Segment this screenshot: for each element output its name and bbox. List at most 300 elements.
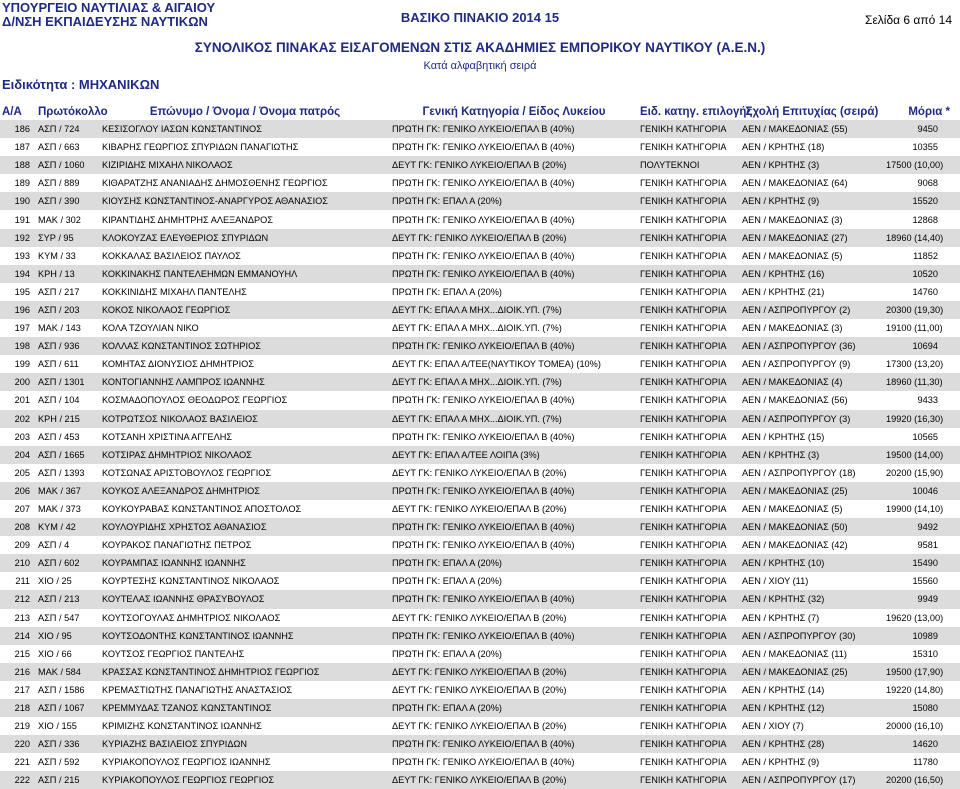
school-cell: ΑΕΝ / ΑΣΠΡΟΠΥΡΓΟΥ (36) [742,341,856,352]
col-header-points: Μόρια * [908,106,950,118]
row-number: 221 [14,757,30,768]
table-row [0,337,960,355]
protocol-cell: ΑΣΠ / 4 [38,540,70,551]
school-cell: ΑΕΝ / ΜΑΚΕΔΟΝΙΑΣ (27) [742,232,848,243]
school-cell: ΑΕΝ / ΜΑΚΕΔΟΝΙΑΣ (56) [742,395,848,406]
points-cell: 14760 [912,286,938,297]
points-cell: 10046 [912,485,938,496]
table-row [0,482,960,500]
school-cell: ΑΕΝ / ΚΡΗΤΗΣ (14) [742,684,825,695]
row-number: 208 [14,522,30,533]
row-number: 202 [14,413,30,424]
name-cell: ΚΟΥΤΕΛΑΣ ΙΩΑΝΝΗΣ ΘΡΑΣΥΒΟΥΛΟΣ [102,594,265,605]
table-row [0,717,960,735]
table-row [0,554,960,572]
table-row [0,210,960,228]
name-cell: ΚΟΛΑ ΤΖΟΥΛΙΑΝ ΝΙΚΟ [102,323,199,334]
row-number: 200 [14,377,30,388]
protocol-cell: ΜΑΚ / 302 [38,214,81,225]
category-cell: ΠΡΩΤΗ ΓΚ: ΕΠΑΛ Α (20%) [392,576,502,587]
school-cell: ΑΕΝ / ΑΣΠΡΟΠΥΡΓΟΥ (3) [742,413,851,424]
table-row [0,283,960,301]
school-cell: ΑΕΝ / ΚΡΗΤΗΣ (21) [742,286,825,297]
points-cell: 19220 (14,80) [886,684,944,695]
category-cell: ΔΕΥΤ ΓΚ: ΓΕΝΙΚΟ ΛΥΚΕΙΟ/ΕΠΑΛ Β (20%) [392,467,567,478]
protocol-cell: ΚΥΜ / 33 [38,250,76,261]
row-number: 206 [14,485,30,496]
points-cell: 15310 [912,648,938,659]
points-cell: 17500 (10,00) [886,160,944,171]
protocol-cell: ΚΡΗ / 215 [38,413,80,424]
row-number: 186 [14,124,30,135]
category-cell: ΠΡΩΤΗ ΓΚ: ΓΕΝΙΚΟ ΛΥΚΕΙΟ/ΕΠΑΛ Β (40%) [392,341,575,352]
page-number: Σελίδα 6 από 14 [865,13,952,27]
special-category-cell: ΓΕΝΙΚΗ ΚΑΤΗΓΟΡΙΑ [640,250,727,261]
category-cell: ΠΡΩΤΗ ΓΚ: ΓΕΝΙΚΟ ΛΥΚΕΙΟ/ΕΠΑΛ Β (40%) [392,431,575,442]
row-number: 203 [14,431,30,442]
name-cell: ΚΟΚΟΣ ΝΙΚΟΛΑΟΣ ΓΕΩΡΓΙΟΣ [102,304,231,315]
points-cell: 15520 [912,196,938,207]
name-cell: ΚΙΘΑΡΑΤΖΗΣ ΑΝΑΝΙΑΔΗΣ ΔΗΜΟΣΘΕΝΗΣ ΓΕΩΡΓΙΟΣ [102,178,328,189]
name-cell: ΚΡΙΜΙΖΗΣ ΚΩΝΣΤΑΝΤΙΝΟΣ ΙΩΑΝΝΗΣ [102,721,262,732]
protocol-cell: ΑΣΠ / 547 [38,612,80,623]
category-cell: ΠΡΩΤΗ ΓΚ: ΓΕΝΙΚΟ ΛΥΚΕΙΟ/ΕΠΑΛ Β (40%) [392,540,575,551]
table-row [0,247,960,265]
row-number: 193 [14,250,30,261]
category-cell: ΔΕΥΤ ΓΚ: ΕΠΑΛ Α/ΤΕΕ ΛΟΙΠΑ (3%) [392,449,540,460]
name-cell: ΚΟΤΡΩΤΣΟΣ ΝΙΚΟΛΑΟΣ ΒΑΣΙΛΕΙΟΣ [102,413,258,424]
row-number: 191 [14,214,30,225]
special-category-cell: ΓΕΝΙΚΗ ΚΑΤΗΓΟΡΙΑ [640,684,727,695]
special-category-cell: ΓΕΝΙΚΗ ΚΑΤΗΓΟΡΙΑ [640,142,727,153]
school-cell: ΑΕΝ / ΚΡΗΤΗΣ (9) [742,757,820,768]
protocol-cell: ΑΣΠ / 213 [38,594,80,605]
protocol-cell: ΜΑΚ / 143 [38,323,81,334]
category-cell: ΠΡΩΤΗ ΓΚ: ΓΕΝΙΚΟ ΛΥΚΕΙΟ/ΕΠΑΛ Β (40%) [392,757,575,768]
name-cell: ΚΛΟΚΟΥΖΑΣ ΕΛΕΥΘΕΡΙΟΣ ΣΠΥΡΙΔΩΝ [102,232,269,243]
name-cell: ΚΥΡΙΑΖΗΣ ΒΑΣΙΛΕΙΟΣ ΣΠΥΡΙΔΩΝ [102,739,247,750]
school-cell: ΑΕΝ / ΜΑΚΕΔΟΝΙΑΣ (25) [742,666,848,677]
table-row [0,609,960,627]
special-category-cell: ΓΕΝΙΚΗ ΚΑΤΗΓΟΡΙΑ [640,232,727,243]
ministry-name: ΥΠΟΥΡΓΕΙΟ ΝΑΥΤΙΛΙΑΣ & ΑΙΓΑΙΟΥ [2,0,216,15]
protocol-cell: ΑΣΠ / 1067 [38,703,85,714]
protocol-cell: ΑΣΠ / 936 [38,341,80,352]
special-category-cell: ΓΕΝΙΚΗ ΚΑΤΗΓΟΡΙΑ [640,431,727,442]
school-cell: ΑΕΝ / ΜΑΚΕΔΟΝΙΑΣ (3) [742,323,843,334]
special-category-cell: ΓΕΝΙΚΗ ΚΑΤΗΓΟΡΙΑ [640,775,727,786]
row-number: 222 [14,775,30,786]
name-cell: ΚΟΥΡΑΚΟΣ ΠΑΝΑΓΙΩΤΗΣ ΠΕΤΡΟΣ [102,540,252,551]
school-cell: ΑΕΝ / ΚΡΗΤΗΣ (9) [742,196,820,207]
category-cell: ΠΡΩΤΗ ΓΚ: ΓΕΝΙΚΟ ΛΥΚΕΙΟ/ΕΠΑΛ Β (40%) [392,522,575,533]
col-header-category: Γενική Κατηγορία / Είδος Λυκείου [422,106,606,118]
special-category-cell: ΓΕΝΙΚΗ ΚΑΤΗΓΟΡΙΑ [640,630,727,641]
col-header-protocol: Πρωτόκολλο [38,106,108,118]
school-cell: ΑΕΝ / ΧΙΟΥ (7) [742,721,804,732]
school-cell: ΑΕΝ / ΚΡΗΤΗΣ (3) [742,449,820,460]
row-number: 209 [14,540,30,551]
points-cell: 14620 [912,739,938,750]
category-cell: ΔΕΥΤ ΓΚ: ΕΠΑΛ Α ΜΗΧ...ΔΙΟΙΚ.ΥΠ. (7%) [392,304,562,315]
row-number: 192 [14,232,30,243]
school-cell: ΑΕΝ / ΚΡΗΤΗΣ (10) [742,558,825,569]
name-cell: ΚΥΡΙΑΚΟΠΟΥΛΟΣ ΓΕΩΡΓΙΟΣ ΓΕΩΡΓΙΟΣ [102,775,275,786]
points-cell: 19900 (14,10) [886,504,944,515]
school-cell: ΑΕΝ / ΜΑΚΕΔΟΝΙΑΣ (55) [742,124,848,135]
special-category-cell: ΓΕΝΙΚΗ ΚΑΤΗΓΟΡΙΑ [640,467,727,478]
protocol-cell: ΑΣΠ / 889 [38,178,80,189]
points-cell: 19500 (14,00) [886,449,944,460]
points-cell: 20300 (19,30) [886,304,944,315]
points-cell: 20000 (16,10) [886,721,944,732]
category-cell: ΔΕΥΤ ΓΚ: ΕΠΑΛ Α ΜΗΧ...ΔΙΟΙΚ.ΥΠ. (7%) [392,377,562,388]
category-cell: ΠΡΩΤΗ ΓΚ: ΕΠΑΛ Α (20%) [392,558,502,569]
special-category-cell: ΓΕΝΙΚΗ ΚΑΤΗΓΟΡΙΑ [640,757,727,768]
points-cell: 17300 (13,20) [886,359,944,370]
special-category-cell: ΓΕΝΙΚΗ ΚΑΤΗΓΟΡΙΑ [640,522,727,533]
row-number: 214 [14,630,30,641]
table-row [0,699,960,717]
special-category-cell: ΓΕΝΙΚΗ ΚΑΤΗΓΟΡΙΑ [640,739,727,750]
protocol-cell: ΜΑΚ / 373 [38,504,81,515]
name-cell: ΚΟΥΤΣΟΔΟΝΤΗΣ ΚΩΝΣΤΑΝΤΙΝΟΣ ΙΩΑΝΝΗΣ [102,630,294,641]
points-cell: 9433 [917,395,938,406]
category-cell: ΠΡΩΤΗ ΓΚ: ΕΠΑΛ Α (20%) [392,286,502,297]
special-category-cell: ΓΕΝΙΚΗ ΚΑΤΗΓΟΡΙΑ [640,323,727,334]
table-row [0,681,960,699]
school-cell: ΑΕΝ / ΚΡΗΤΗΣ (18) [742,142,825,153]
table-row [0,753,960,771]
school-cell: ΑΕΝ / ΜΑΚΕΔΟΝΙΑΣ (11) [742,648,847,659]
protocol-cell: ΑΣΠ / 217 [38,286,80,297]
category-cell: ΔΕΥΤ ΓΚ: ΓΕΝΙΚΟ ΛΥΚΕΙΟ/ΕΠΑΛ Β (20%) [392,232,567,243]
points-cell: 19100 (11,00) [886,323,943,334]
points-cell: 20200 (15,90) [886,467,944,478]
table-row [0,771,960,789]
table-row [0,355,960,373]
table-row [0,301,960,319]
row-number: 210 [14,558,30,569]
points-cell: 9492 [917,522,938,533]
table-row [0,663,960,681]
table-row [0,174,960,192]
table-row [0,156,960,174]
protocol-cell: ΑΣΠ / 592 [38,757,80,768]
special-category-cell: ΠΟΛΥΤΕΚΝΟΙ [640,160,700,171]
table-row [0,627,960,645]
protocol-cell: ΑΣΠ / 724 [38,124,80,135]
category-cell: ΔΕΥΤ ΓΚ: ΕΠΑΛ Α ΜΗΧ...ΔΙΟΙΚ.ΥΠ. (7%) [392,323,562,334]
row-number: 205 [14,467,30,478]
base-table-label: ΒΑΣΙΚΟ ΠΙΝΑΚΙΟ 2014 15 [400,10,560,25]
special-category-cell: ΓΕΝΙΚΗ ΚΑΤΗΓΟΡΙΑ [640,359,727,370]
table-row [0,590,960,608]
special-category-cell: ΓΕΝΙΚΗ ΚΑΤΗΓΟΡΙΑ [640,485,727,496]
school-cell: ΑΕΝ / ΜΑΚΕΔΟΝΙΑΣ (5) [742,504,843,515]
school-cell: ΑΕΝ / ΑΣΠΡΟΠΥΡΓΟΥ (9) [742,359,851,370]
table-row [0,410,960,428]
school-cell: ΑΕΝ / ΜΑΚΕΔΟΝΙΑΣ (5) [742,250,843,261]
row-number: 217 [14,684,30,695]
table-row [0,735,960,753]
protocol-cell: ΑΣΠ / 203 [38,304,80,315]
page-subtitle: Κατά αλφαβητική σειρά [423,60,537,72]
points-cell: 9450 [917,124,938,135]
row-number: 190 [14,196,30,207]
points-cell: 9581 [917,540,938,551]
points-cell: 19620 (13,00) [886,612,944,623]
category-cell: ΔΕΥΤ ΓΚ: ΓΕΝΙΚΟ ΛΥΚΕΙΟ/ΕΠΑΛ Β (20%) [392,160,567,171]
table-row [0,373,960,391]
specialty-label: Ειδικότητα : ΜΗΧΑΝΙΚΩΝ [2,77,160,92]
special-category-cell: ΓΕΝΙΚΗ ΚΑΤΗΓΟΡΙΑ [640,395,727,406]
special-category-cell: ΓΕΝΙΚΗ ΚΑΤΗΓΟΡΙΑ [640,612,727,623]
special-category-cell: ΓΕΝΙΚΗ ΚΑΤΗΓΟΡΙΑ [640,214,727,225]
category-cell: ΠΡΩΤΗ ΓΚ: ΓΕΝΙΚΟ ΛΥΚΕΙΟ/ΕΠΑΛ Β (40%) [392,268,575,279]
name-cell: ΚΙΟΥΣΗΣ ΚΩΝΣΤΑΝΤΙΝΟΣ-ΑΝΑΡΓΥΡΟΣ ΑΘΑΝΑΣΙΟΣ [102,196,328,207]
protocol-cell: ΑΣΠ / 390 [38,196,80,207]
school-cell: ΑΕΝ / ΚΡΗΤΗΣ (16) [742,268,825,279]
page-title: ΣΥΝΟΛΙΚΟΣ ΠΙΝΑΚΑΣ ΕΙΣΑΓΟΜΕΝΩΝ ΣΤΙΣ ΑΚΑΔΗΜΙΕΣ ΕΜΠΟΡΙΚΟΥ ΝΑΥΤΙΚΟΥ (Α.Ε.Ν.) [194,40,766,55]
name-cell: ΚΟΥΤΣΟΓΟΥΛΑΣ ΔΗΜΗΤΡΙΟΣ ΝΙΚΟΛΑΟΣ [102,612,281,623]
protocol-cell: ΑΣΠ / 611 [38,359,79,370]
name-cell: ΚΟΛΛΑΣ ΚΩΝΣΤΑΝΤΙΝΟΣ ΣΩΤΗΡΙΟΣ [102,341,261,352]
protocol-cell: ΑΣΠ / 336 [38,739,80,750]
name-cell: ΚΟΚΚΑΛΑΣ ΒΑΣΙΛΕΙΟΣ ΠΑΥΛΟΣ [102,250,241,261]
special-category-cell: ΓΕΝΙΚΗ ΚΑΤΗΓΟΡΙΑ [640,377,727,388]
name-cell: ΚΟΣΜΑΔΟΠΟΥΛΟΣ ΘΕΟΔΩΡΟΣ ΓΕΩΡΓΙΟΣ [102,395,288,406]
row-number: 197 [14,323,30,334]
points-cell: 9949 [917,594,938,605]
special-category-cell: ΓΕΝΙΚΗ ΚΑΤΗΓΟΡΙΑ [640,304,727,315]
row-number: 213 [14,612,30,623]
points-cell: 10355 [912,142,938,153]
category-cell: ΠΡΩΤΗ ΓΚ: ΓΕΝΙΚΟ ΛΥΚΕΙΟ/ΕΠΑΛ Β (40%) [392,142,575,153]
points-cell: 18960 (14,40) [886,232,944,243]
protocol-cell: ΑΣΠ / 663 [38,142,80,153]
protocol-cell: ΜΑΚ / 367 [38,485,81,496]
special-category-cell: ΓΕΝΙΚΗ ΚΑΤΗΓΟΡΙΑ [640,178,727,189]
special-category-cell: ΓΕΝΙΚΗ ΚΑΤΗΓΟΡΙΑ [640,576,727,587]
table-row [0,428,960,446]
directorate-name: Δ/ΝΣΗ ΕΚΠΑΙΔΕΥΣΗΣ ΝΑΥΤΙΚΩΝ [2,14,208,29]
category-cell: ΠΡΩΤΗ ΓΚ: ΓΕΝΙΚΟ ΛΥΚΕΙΟ/ΕΠΑΛ Β (40%) [392,739,575,750]
school-cell: ΑΕΝ / ΚΡΗΤΗΣ (3) [742,160,820,171]
table-row [0,500,960,518]
special-category-cell: ΓΕΝΙΚΗ ΚΑΤΗΓΟΡΙΑ [640,540,727,551]
points-cell: 10989 [912,630,938,641]
protocol-cell: ΑΣΠ / 1393 [38,467,85,478]
category-cell: ΠΡΩΤΗ ΓΚ: ΓΕΝΙΚΟ ΛΥΚΕΙΟ/ΕΠΑΛ Β (40%) [392,630,575,641]
table-row [0,645,960,663]
protocol-cell: ΑΣΠ / 602 [38,558,80,569]
table-row [0,464,960,482]
table-row [0,229,960,247]
row-number: 207 [14,504,30,515]
protocol-cell: ΑΣΠ / 1665 [38,449,85,460]
special-category-cell: ΓΕΝΙΚΗ ΚΑΤΗΓΟΡΙΑ [640,196,727,207]
protocol-cell: ΑΣΠ / 215 [38,775,80,786]
row-number: 212 [14,594,30,605]
protocol-cell: ΜΑΚ / 584 [38,666,81,677]
table-row [0,446,960,464]
school-cell: ΑΕΝ / ΜΑΚΕΔΟΝΙΑΣ (50) [742,522,848,533]
category-cell: ΔΕΥΤ ΓΚ: ΓΕΝΙΚΟ ΛΥΚΕΙΟ/ΕΠΑΛ Β (20%) [392,684,567,695]
special-category-cell: ΓΕΝΙΚΗ ΚΑΤΗΓΟΡΙΑ [640,286,727,297]
name-cell: ΚΟΥΤΣΟΣ ΓΕΩΡΓΙΟΣ ΠΑΝΤΕΛΗΣ [102,648,245,659]
special-category-cell: ΓΕΝΙΚΗ ΚΑΤΗΓΟΡΙΑ [640,268,727,279]
name-cell: ΚΟΥΡΤΕΣΗΣ ΚΩΝΣΤΑΝΤΙΝΟΣ ΝΙΚΟΛΑΟΣ [102,576,280,587]
points-cell: 10520 [912,268,938,279]
row-number: 219 [14,721,30,732]
points-cell: 12868 [912,214,938,225]
points-cell: 10694 [912,341,938,352]
name-cell: ΚΟΥΡΑΜΠΑΣ ΙΩΑΝΝΗΣ ΙΩΑΝΝΗΣ [102,558,246,569]
category-cell: ΔΕΥΤ ΓΚ: ΓΕΝΙΚΟ ΛΥΚΕΙΟ/ΕΠΑΛ Β (20%) [392,666,567,677]
school-cell: ΑΕΝ / ΚΡΗΤΗΣ (15) [742,431,825,442]
table-row [0,518,960,536]
special-category-cell: ΓΕΝΙΚΗ ΚΑΤΗΓΟΡΙΑ [640,703,727,714]
table-body [0,120,960,789]
school-cell: ΑΕΝ / ΑΣΠΡΟΠΥΡΓΟΥ (17) [742,775,856,786]
name-cell: ΚΟΝΤΟΓΙΑΝΝΗΣ ΛΑΜΠΡΟΣ ΙΩΑΝΝΗΣ [102,377,265,388]
category-cell: ΠΡΩΤΗ ΓΚ: ΕΠΑΛ Α (20%) [392,648,502,659]
name-cell: ΚΡΕΜΑΣΤΙΩΤΗΣ ΠΑΝΑΓΙΩΤΗΣ ΑΝΑΣΤΑΣΙΟΣ [102,684,293,695]
row-number: 211 [15,576,30,587]
points-cell: 11780 [913,757,938,768]
row-number: 204 [14,449,30,460]
special-category-cell: ΓΕΝΙΚΗ ΚΑΤΗΓΟΡΙΑ [640,558,727,569]
name-cell: ΚΥΡΙΑΚΟΠΟΥΛΟΣ ΓΕΩΡΓΙΟΣ ΙΩΑΝΝΗΣ [102,757,271,768]
school-cell: ΑΕΝ / ΚΡΗΤΗΣ (12) [742,703,825,714]
special-category-cell: ΓΕΝΙΚΗ ΚΑΤΗΓΟΡΙΑ [640,666,727,677]
protocol-cell: ΧΙΟ / 155 [38,721,77,732]
row-number: 201 [14,395,30,406]
protocol-cell: ΑΣΠ / 1060 [38,160,85,171]
special-category-cell: ΓΕΝΙΚΗ ΚΑΤΗΓΟΡΙΑ [640,648,727,659]
row-number: 218 [14,703,30,714]
special-category-cell: ΓΕΝΙΚΗ ΚΑΤΗΓΟΡΙΑ [640,341,727,352]
row-number: 195 [14,286,30,297]
row-number: 199 [14,359,30,370]
table-row [0,391,960,409]
protocol-cell: ΑΣΠ / 453 [38,431,80,442]
name-cell: ΚΟΤΣΙΡΑΣ ΔΗΜΗΤΡΙΟΣ ΝΙΚΟΛΑΟΣ [102,449,252,460]
name-cell: ΚΟΚΚΙΝΙΔΗΣ ΜΙΧΑΗΛ ΠΑΝΤΕΛΗΣ [102,286,247,297]
protocol-cell: ΣΥΡ / 95 [38,232,74,243]
category-cell: ΠΡΩΤΗ ΓΚ: ΓΕΝΙΚΟ ΛΥΚΕΙΟ/ΕΠΑΛ Β (40%) [392,485,575,496]
points-cell: 15560 [912,576,938,587]
school-cell: ΑΕΝ / ΜΑΚΕΔΟΝΙΑΣ (42) [742,540,848,551]
school-cell: ΑΕΝ / ΚΡΗΤΗΣ (28) [742,739,825,750]
school-cell: ΑΕΝ / ΜΑΚΕΔΟΝΙΑΣ (64) [742,178,848,189]
category-cell: ΠΡΩΤΗ ΓΚ: ΓΕΝΙΚΟ ΛΥΚΕΙΟ/ΕΠΑΛ Β (40%) [392,214,575,225]
name-cell: ΚΟΚΚΙΝΑΚΗΣ ΠΑΝΤΕΛΕΗΜΩΝ ΕΜΜΑΝΟΥΗΛ [102,268,298,279]
protocol-cell: ΧΙΟ / 66 [38,648,72,659]
table-header-row [0,104,960,120]
category-cell: ΠΡΩΤΗ ΓΚ: ΓΕΝΙΚΟ ΛΥΚΕΙΟ/ΕΠΑΛ Β (40%) [392,594,575,605]
protocol-cell: ΧΙΟ / 25 [38,576,72,587]
category-cell: ΔΕΥΤ ΓΚ: ΓΕΝΙΚΟ ΛΥΚΕΙΟ/ΕΠΑΛ Β (20%) [392,504,567,515]
protocol-cell: ΚΡΗ / 13 [38,268,75,279]
row-number: 216 [14,666,30,677]
school-cell: ΑΕΝ / ΑΣΠΡΟΠΥΡΓΟΥ (18) [742,467,856,478]
col-header-school: Σχολή Επιτυχίας (σειρά) [745,106,879,118]
school-cell: ΑΕΝ / ΑΣΠΡΟΠΥΡΓΟΥ (30) [742,630,856,641]
category-cell: ΔΕΥΤ ΓΚ: ΕΠΑΛ Α/ΤΕΕ(ΝΑΥΤΙΚΟΥ ΤΟΜΕΑ) (10%) [392,359,601,370]
name-cell: ΚΟΤΣΑΝΗ ΧΡΙΣΤΙΝΑ ΑΓΓΕΛΗΣ [102,431,233,442]
table-row [0,319,960,337]
school-cell: ΑΕΝ / ΧΙΟΥ (11) [742,576,809,587]
points-cell: 9068 [917,178,938,189]
points-cell: 15080 [912,703,938,714]
points-cell: 19920 (16,30) [886,413,944,424]
points-cell: 15490 [912,558,938,569]
row-number: 189 [14,178,30,189]
category-cell: ΠΡΩΤΗ ΓΚ: ΓΕΝΙΚΟ ΛΥΚΕΙΟ/ΕΠΑΛ Β (40%) [392,395,575,406]
points-cell: 10565 [912,431,938,442]
school-cell: ΑΕΝ / ΜΑΚΕΔΟΝΙΑΣ (4) [742,377,843,388]
row-number: 187 [14,142,30,153]
school-cell: ΑΕΝ / ΜΑΚΕΔΟΝΙΑΣ (25) [742,485,848,496]
protocol-cell: ΑΣΠ / 1301 [38,377,85,388]
category-cell: ΔΕΥΤ ΓΚ: ΓΕΝΙΚΟ ΛΥΚΕΙΟ/ΕΠΑΛ Β (20%) [392,612,567,623]
row-number: 198 [14,341,30,352]
table-row [0,192,960,210]
name-cell: ΚΙΒΑΡΗΣ ΓΕΩΡΓΙΟΣ ΣΠΥΡΙΔΩΝ ΠΑΝΑΓΙΩΤΗΣ [102,142,299,153]
category-cell: ΔΕΥΤ ΓΚ: ΓΕΝΙΚΟ ΛΥΚΕΙΟ/ΕΠΑΛ Β (20%) [392,775,567,786]
special-category-cell: ΓΕΝΙΚΗ ΚΑΤΗΓΟΡΙΑ [640,504,727,515]
special-category-cell: ΓΕΝΙΚΗ ΚΑΤΗΓΟΡΙΑ [640,124,727,135]
row-number: 196 [14,304,30,315]
name-cell: ΚΟΥΛΟΥΡΙΔΗΣ ΧΡΗΣΤΟΣ ΑΘΑΝΑΣΙΟΣ [102,522,267,533]
points-cell: 18960 (11,30) [886,377,943,388]
name-cell: ΚΟΜΗΤΑΣ ΔΙΟΝΥΣΙΟΣ ΔΗΜΗΤΡΙΟΣ [102,359,254,370]
col-header-aa: Α/Α [2,106,22,118]
table-row [0,572,960,590]
special-category-cell: ΓΕΝΙΚΗ ΚΑΤΗΓΟΡΙΑ [640,594,727,605]
name-cell: ΚΟΥΚΟΣ ΑΛΕΞΑΝΔΡΟΣ ΔΗΜΗΤΡΙΟΣ [102,485,260,496]
special-category-cell: ΓΕΝΙΚΗ ΚΑΤΗΓΟΡΙΑ [640,721,727,732]
category-cell: ΔΕΥΤ ΓΚ: ΓΕΝΙΚΟ ΛΥΚΕΙΟ/ΕΠΑΛ Β (20%) [392,721,567,732]
table-row [0,265,960,283]
category-cell: ΠΡΩΤΗ ΓΚ: ΕΠΑΛ Α (20%) [392,703,502,714]
col-header-special-category: Ειδ. κατηγ. επιλογής [640,106,753,118]
row-number: 215 [14,648,30,659]
name-cell: ΚΡΕΜΜΥΔΑΣ ΤΖΑΝΟΣ ΚΩΝΣΤΑΝΤΙΝΟΣ [102,703,272,714]
points-cell: 11852 [913,250,938,261]
school-cell: ΑΕΝ / ΑΣΠΡΟΠΥΡΓΟΥ (2) [742,304,851,315]
points-cell: 19500 (17,90) [886,666,944,677]
name-cell: ΚΙΖΙΡΙΔΗΣ ΜΙΧΑΗΛ ΝΙΚΟΛΑΟΣ [102,160,233,171]
school-cell: ΑΕΝ / ΚΡΗΤΗΣ (7) [742,612,820,623]
points-cell: 20200 (16,50) [886,775,944,786]
name-cell: ΚΟΤΣΩΝΑΣ ΑΡΙΣΤΟΒΟΥΛΟΣ ΓΕΩΡΓΙΟΣ [102,467,272,478]
results-table [0,104,960,789]
col-header-name: Επώνυμο / Όνομα / Όνομα πατρός [149,106,341,118]
row-number: 188 [14,160,30,171]
row-number: 194 [14,268,30,279]
category-cell: ΠΡΩΤΗ ΓΚ: ΕΠΑΛ Α (20%) [392,196,502,207]
table-row [0,138,960,156]
table-row [0,120,960,138]
category-cell: ΠΡΩΤΗ ΓΚ: ΓΕΝΙΚΟ ΛΥΚΕΙΟ/ΕΠΑΛ Β (40%) [392,250,575,261]
school-cell: ΑΕΝ / ΚΡΗΤΗΣ (32) [742,594,825,605]
protocol-cell: ΚΥΜ / 42 [38,522,76,533]
protocol-cell: ΑΣΠ / 1586 [38,684,85,695]
protocol-cell: ΑΣΠ / 104 [38,395,80,406]
